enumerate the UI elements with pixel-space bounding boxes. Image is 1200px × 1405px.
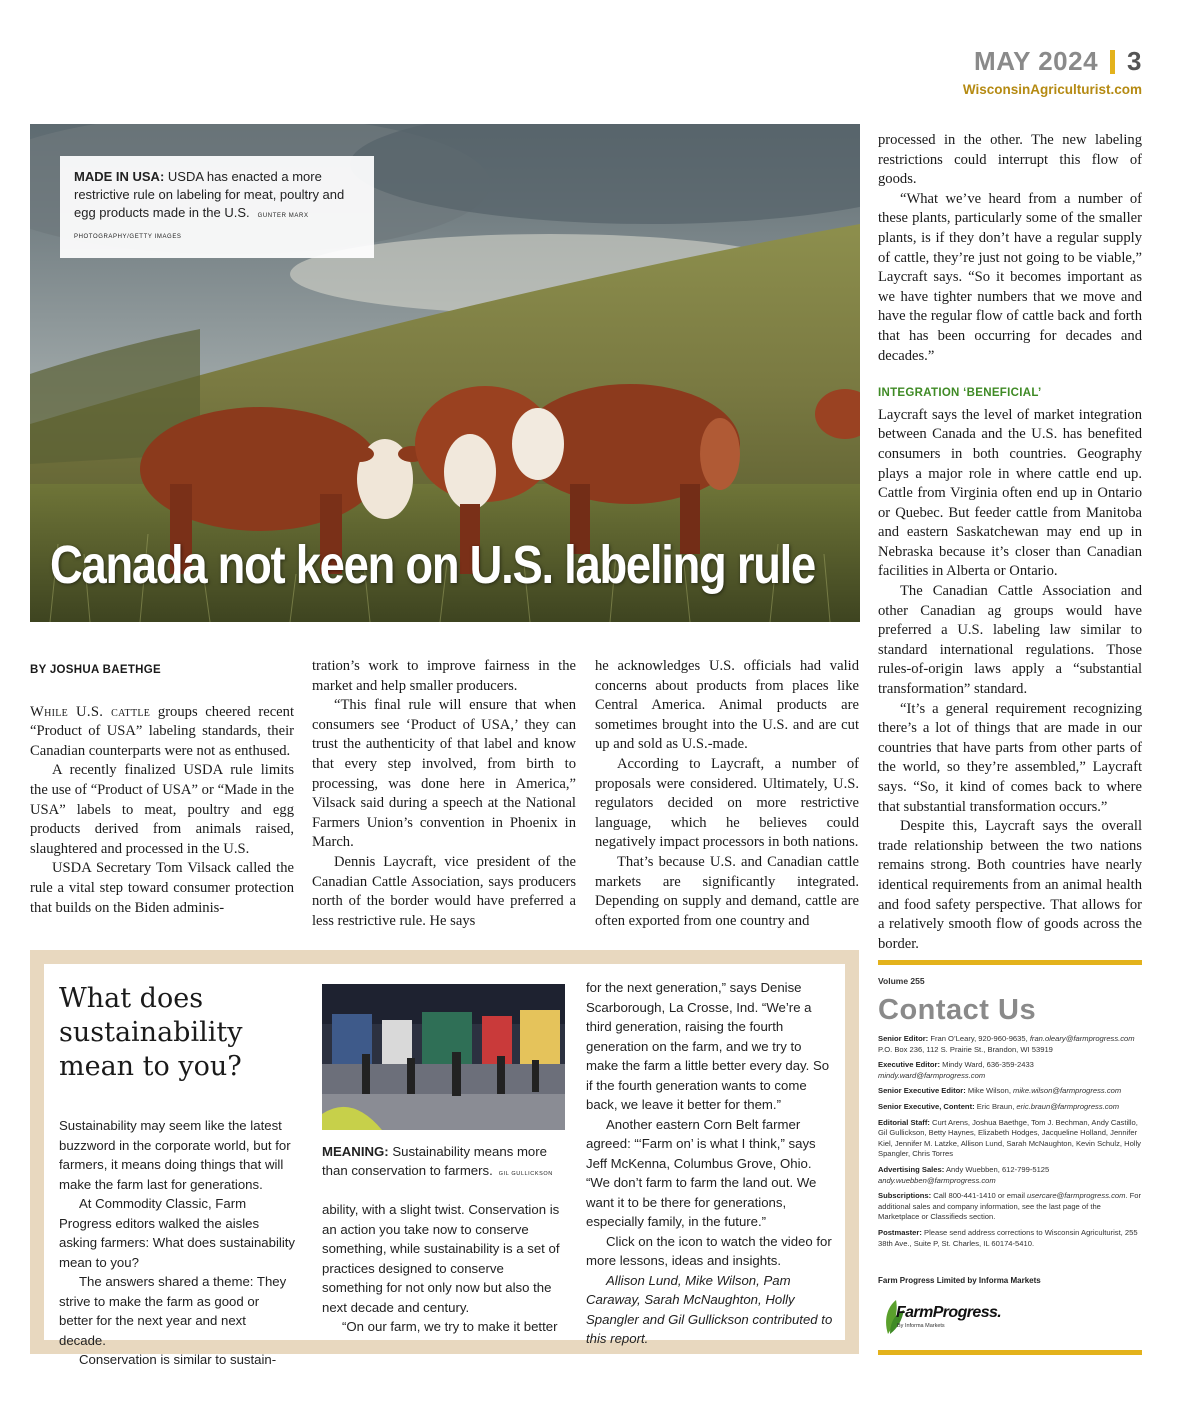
staff-list (878, 1034, 1142, 1254)
paragraph: That’s because U.S. and Canadian cattle markets are significantly integrated. Depending on supply and demand, cattle are often exported from one country and (595, 853, 859, 929)
contact-box (878, 960, 1142, 1355)
paragraph: “It’s a general requirement recognizing there’s a lot of things that are made in our countries that have parts from other parts of the world, so they’re assembled,” Laycraft says. “So, it kind of comes back to where that substantial transformation occurs.” (878, 700, 1142, 815)
article-column-4 (878, 131, 1142, 954)
email-link[interactable]: fran.oleary@farmprogress.com (1029, 1034, 1135, 1043)
trade-show-photo (322, 984, 565, 1130)
paragraph: “This final rule will ensure that when consumers see ‘Product of USA,’ they can trust the authenticity of that label and know that every step involved, from birth to processing, was done here in America,” Vilsack said during a speech at the National Farmers Union’s convention in Phoenix in March. (312, 697, 576, 851)
contact-bottom-rule (878, 1350, 1142, 1355)
paragraph: for the next generation,” says Denise Scarborough, La Crosse, Ind. “We’re a third generation, raising the fourth generation on the farm, and we try to make the farm a little better every day. So if the fourth generation wants to come back, we leave it better for them.” (586, 980, 830, 1112)
paragraph: “What we’ve heard from a number of these plants, particularly some of the smaller plants, is if they don’t have a regular supply of cattle, they’re just not going to be viable,” Laycraft says. “So it becomes important as we have tighter numbers that we move and have the regular flow of cattle back and forth that has been occurring for decades and decades.” (878, 190, 1142, 364)
paragraph: Despite this, Laycraft says the overall trade relationship between the two nations remains strong. Both countries have nearly identical requirements from an animal health and food safety perspective. That allows for a relatively smooth flow of goods across the border. (878, 818, 1142, 952)
staff-entry: Postmaster: Please send address corrections to Wisconsin Agriculturist, 255 38th Ave., Suite P, St. Charles, IL 60174-5410. (878, 1227, 1138, 1248)
staff-entry: Executive Editor: Mindy Ward, 636-359-2433 mindy.ward@farmprogress.com (878, 1060, 1034, 1080)
paragraph: Sustainability may seem like the latest buzzword in the corporate world, but for farmers, it means doing things that will make the farm last for generations. (59, 1118, 291, 1192)
paragraph: According to Laycraft, a number of proposals were considered. Ultimately, U.S. regulators decided on more restrictive language, which he believes could negatively impact processors in both nations. (595, 755, 859, 851)
contributors-note: Allison Lund, Mike Wilson, Pam Caraway, Sarah McNaughton, Holly Spangler and Gil Gullickson contributed to this report. (586, 1272, 833, 1346)
caption-label: MADE IN USA: (74, 169, 165, 184)
paragraph: Dennis Laycraft, vice president of the Canadian Cattle Association, says producers north of the border would have preferred a less restrictive rule. He says (312, 853, 576, 929)
issue-date: MAY 2024 (974, 46, 1099, 76)
staff-entry: Subscriptions: Call 800-441-1410 or email usercare@farmprogress.com. For additional sales and company information, see the last page of the Marketplace or Classifieds section. (878, 1191, 1142, 1222)
website-link[interactable]: WisconsinAgriculturist.com (962, 82, 1142, 97)
hero-photo (30, 124, 860, 622)
staff-entry: Senior Executive Editor: Mike Wilson, mike.wilson@farmprogress.com (878, 1086, 1122, 1096)
caption-label: MEANING: (322, 1144, 389, 1159)
article-headline: Canada not keen on U.S. labeling rule (50, 535, 815, 595)
article-column-1 (30, 655, 294, 918)
paragraph: The Canadian Cattle Association and other Canadian ag groups would have preferred a U.S. labeling law similar to standard international regulations. Those rules-of-origin laws apply a “substantial transformation” standard. (878, 583, 1142, 698)
sidebar-title: What does sustainability mean to you? (59, 983, 243, 1082)
folio-divider (1110, 50, 1115, 74)
sustainability-sidebar (30, 950, 859, 1367)
section-subhead: INTEGRATION ‘BENEFICIAL’ (878, 387, 1042, 400)
photo-credit: GIL GULLICKSON (498, 1171, 553, 1177)
email-link[interactable]: eric.braun@farmprogress.com (1016, 1101, 1120, 1111)
farm-progress-logo: FarmProgress. (896, 1304, 1002, 1321)
staff-entry: Senior Executive, Content: Eric Braun, eric.braun@farmprogress.com (878, 1101, 1120, 1111)
page-number: 3 (1127, 46, 1142, 76)
paragraph: tration’s work to improve fairness in the market and help smaller producers. (312, 658, 576, 694)
photo-caption (60, 156, 374, 258)
paragraph: Another eastern Corn Belt farmer agreed: “‘Farm on’ is what I think,” says Jeff McKenna, Columbus Grove, Ohio. “We don’t farm to farm the land out. We want it to be there for generations, especially family, in the future.” (586, 1116, 817, 1229)
logo-subtitle: By Informa Markets (897, 1323, 945, 1329)
caption-text: USDA has enacted a more restrictive rule on labeling for meat, poultry and egg products made in the U.S. (74, 169, 345, 220)
email-link[interactable]: andy.wuebben@farmprogress.com (878, 1175, 996, 1185)
byline: BY JOSHUA BAETHGE (30, 664, 161, 676)
video-prompt[interactable]: Click on the icon to watch the video for more lessons, ideas and insights. (586, 1233, 832, 1268)
article-column-2 (312, 657, 576, 931)
contact-title: Contact Us (878, 994, 1037, 1026)
paragraph: “On our farm, we try to make it better (342, 1319, 558, 1334)
trade-show-illustration (322, 984, 565, 1130)
lead-paragraph: While U.S. cattle groups cheered recent “Product of USA” labeling standards, their Canadian counterparts were not as enthused. (30, 703, 295, 759)
photo-credit: GUNTER MARX PHOTOGRAPHY/GETTY IMAGES (74, 213, 309, 240)
volume-number: Volume 255 (878, 976, 925, 986)
article-column-3 (595, 657, 859, 931)
paragraph: ability, with a slight twist. Conservation is an action you take now to conserve something, while sustainability is a set of practices designed to conserve something for not only now but also the next decade and century. (322, 1202, 560, 1315)
email-link[interactable]: usercare@farmprogress.com (1027, 1191, 1126, 1201)
paragraph: he acknowledges U.S. officials had valid concerns about products from places like Central America. Animal products are sometimes brought into the U.S. and are cut up and sold as U.S.-made. (595, 658, 859, 753)
paragraph: Laycraft says the level of market integration between Canada and the U.S. has benefited consumers in both countries. Geography plays a major role in where cattle end up. Cattle from Virginia often end up in Ontario or Quebec. But feeder cattle from Manitoba and eastern Saskatchewan may end up in Nebraska because it’s closer than Canadian facilities in Alberta or Ontario. (878, 406, 1142, 580)
paragraph: USDA Secretary Tom Vilsack called the rule a vital step toward consumer protection that builds on the Biden adminis- (30, 860, 294, 916)
sidebar-panel (44, 964, 845, 1367)
paragraph: Conservation is similar to sustain- (79, 1352, 277, 1367)
lead-in: While U.S. cattle (30, 703, 151, 720)
paragraph: processed in the other. The new labeling restrictions could interrupt this flow of goods. (878, 132, 1142, 188)
publisher-line: Farm Progress Limited by Informa Markets (878, 1276, 1041, 1285)
email-link[interactable]: mindy.ward@farmprogress.com (878, 1070, 986, 1080)
contact-top-rule (878, 960, 1142, 965)
staff-entry: Editorial Staff: Curt Arens, Joshua Baethge, Tom J. Bechman, Andy Castillo, Gil Gullickson, Betty Haynes, Elizabeth Hodges, Jacqueline Holland, Jennifer Kiel, Jennifer M. Latzke, Allison Lund, Sarah McNaughton, Kevin Schulz, Holly Spangler, Chris Torres (878, 1117, 1141, 1159)
paragraph: The answers shared a theme: They strive to make the farm as good or better for the next year and next decade. (59, 1274, 287, 1348)
page-folio (974, 46, 1142, 77)
email-link[interactable]: mike.wilson@farmprogress.com (1013, 1086, 1122, 1096)
sidebar-column-1 (59, 1116, 295, 1370)
sidebar-column-3 (586, 978, 836, 1349)
paragraph: At Commodity Classic, Farm Progress editors walked the aisles asking farmers: What does sustainability mean to you? (59, 1196, 296, 1270)
staff-entry: Senior Editor: Fran O’Leary, 920-960-9635, fran.oleary@farmprogress.com P.O. Box 236, 112 S. Prairie St., Brandon, WI 53919 (878, 1034, 1135, 1054)
paragraph: A recently finalized USDA rule limits the use of “Product of USA” or “Made in the USA” labels to meat, poultry and egg products derived from animals raised, slaughtered and processed in the U.S. (30, 762, 294, 857)
sidebar-photo-caption: MEANING: Sustainability means more than conservation to farmers. GIL GULLICKSON (322, 1144, 553, 1178)
staff-entry: Advertising Sales: Andy Wuebben, 612-799-5125 andy.wuebben@farmprogress.com (878, 1164, 1050, 1185)
sidebar-column-2 (322, 1200, 566, 1337)
